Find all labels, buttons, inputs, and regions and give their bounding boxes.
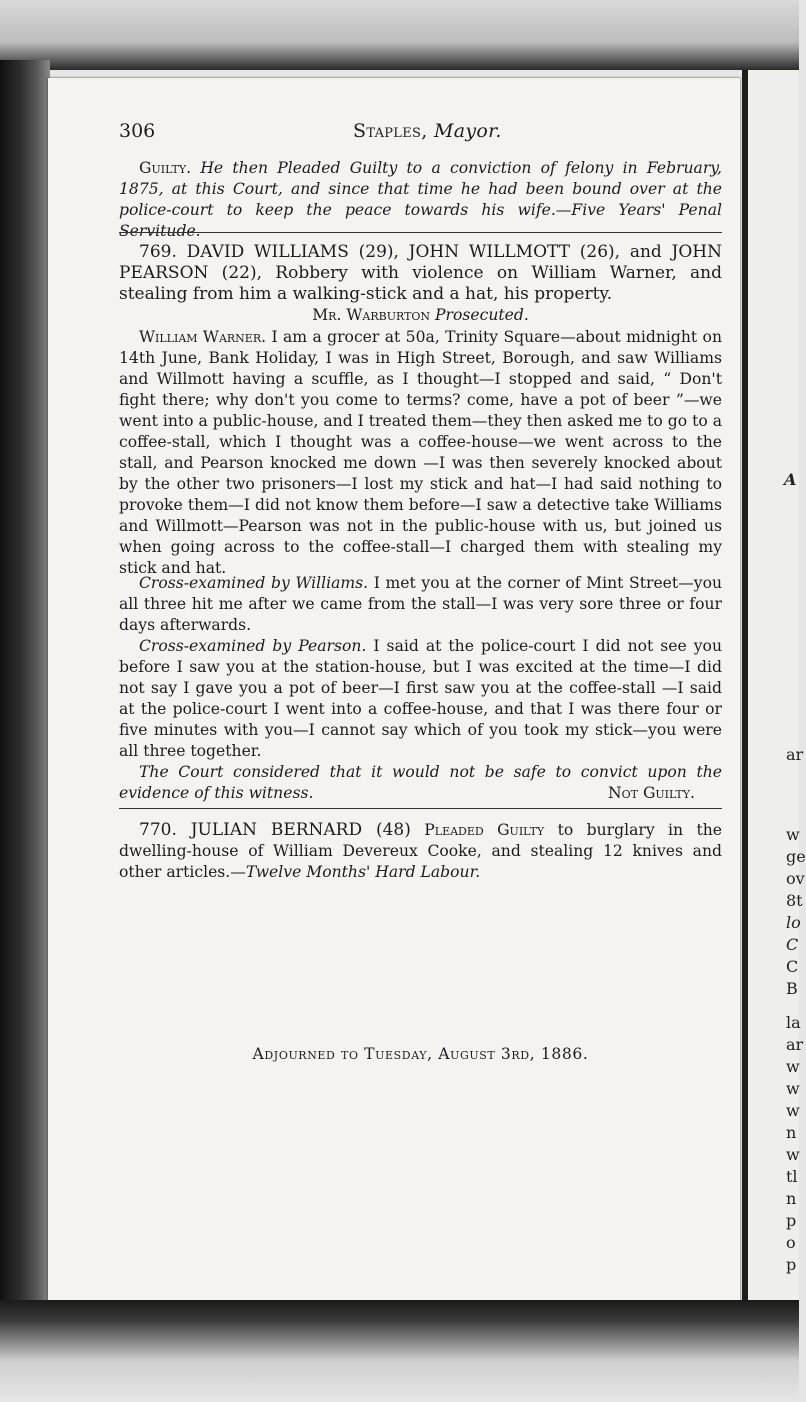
book-spine-edge [0, 60, 50, 1320]
court-remark: The Court considered that it would not be safe to convict upon the evidence of this witness. [119, 763, 722, 802]
facing-fragment: tl [786, 1167, 798, 1186]
facing-fragment: w [786, 1145, 800, 1164]
section-divider [119, 232, 722, 233]
cross1-label: Cross-examined by Williams. [139, 574, 369, 592]
facing-fragment: o [786, 1233, 796, 1252]
facing-page-edge [742, 70, 806, 1320]
facing-fragment: C [786, 935, 799, 954]
facing-fragment: p [786, 1255, 797, 1274]
intro-lead: Guilty. [139, 159, 192, 177]
scan-background-top [0, 0, 799, 70]
witness-testimony [119, 327, 722, 579]
prosecutor-name: Mr. Warburton [312, 306, 431, 324]
cross2-text: I said at the police-court I did not see you before I saw you at the station-house, but I was excited at the time—I did not say I gave you a pot of beer—I first saw you at the coffee-stall —I said at the police-court I went into a coffee-house, and that I was there four or five minutes with you—I cannot say which of you took my stick—you were all three together. [119, 637, 722, 760]
verdict: Not Guilty. [608, 784, 695, 802]
adjournment-notice: Adjourned to Tuesday, August 3rd, 1886. [252, 1045, 589, 1063]
facing-fragment: w [786, 1057, 800, 1076]
facing-fragment: ar [786, 1035, 804, 1054]
facing-fragment: 8t [786, 891, 803, 910]
case-769-prosecutor [119, 305, 722, 326]
prosecutor-role: Prosecuted. [435, 306, 529, 324]
cross1-text: I met you at the corner of Mint Street—you all three hit me after we came from the stall—I was very sore three or four days afterwards. [119, 574, 722, 634]
facing-fragment: n [786, 1189, 797, 1208]
cross-examination-williams [119, 573, 722, 636]
facing-fragment: ge [786, 847, 806, 866]
running-head-title [353, 120, 502, 142]
case-770-text: to burglary in the dwelling-house of William Devereux Cooke, and stealing 12 knives and other articles. [119, 821, 723, 881]
case-770-sentence: —Twelve Months' Hard Labour. [230, 863, 481, 881]
case-770-plea: Pleaded Guilty [424, 821, 545, 839]
witness-name: William Warner. [139, 328, 267, 346]
facing-fragment: C [786, 957, 799, 976]
intro-text: He then Pleaded Guilty to a conviction of felony in February, 1875, at this Court, and since that time he had been bound over at the police-court to keep the peace towards his wife.—Five Years' Penal Servitude. [119, 159, 722, 240]
facing-fragment: B [786, 979, 798, 998]
case-770-heading: 770. JULIAN BERNARD (48) [139, 820, 411, 840]
running-head-name: Staples, [353, 120, 428, 142]
facing-fragment: n [786, 1123, 797, 1142]
facing-fragment: w [786, 1101, 800, 1120]
running-head-office: Mayor. [433, 120, 502, 142]
scan-background-bottom [0, 1300, 799, 1402]
facing-fragment: ar [786, 745, 804, 764]
witness-text: I am a grocer at 50a, Trinity Square—about midnight on 14th June, Bank Holiday, I was in High Street, Borough, and saw Williams and Willmott having a scuffle, as I thought—I stopped and said, “ Don't fight there; why don't you come to terms? come, have a pot of beer ”—we went into a public-house, and I treated them—they then asked me to go to a coffee-stall, which I thought was a coffee-house—we went across to the stall, and Pearson knocked me down —I was then severely knocked about by the other two prisoners—I lost my stick and hat—I had said nothing to provoke them—I did not know them before—I saw a detective take Williams and Willmott—Pearson was not in the public-house with us, but joined us when going across to the coffee-stall—I charged them with stealing my stick and hat. [119, 328, 722, 577]
intro-paragraph [119, 158, 722, 242]
cross-examination-pearson [119, 636, 722, 762]
facing-fragment: p [786, 1211, 797, 1230]
section-divider [119, 808, 722, 809]
facing-fragment: la [786, 1013, 801, 1032]
facing-fragment: w [786, 1079, 800, 1098]
facing-fragment: ov [786, 869, 805, 888]
cross2-label: Cross-examined by Pearson. [139, 637, 367, 655]
case-769-heading: 769. DAVID WILLIAMS (29), JOHN WILLMOTT (26), and JOHN PEARSON (22), Robbery with violence on William Warner, and stealing from him a walking-stick and a hat, his property. [119, 242, 722, 304]
facing-fragment: lo [786, 913, 801, 932]
facing-fragment: A [784, 470, 797, 489]
page-number: 306 [119, 120, 156, 142]
facing-fragment: w [786, 825, 800, 844]
case-770-paragraph [119, 820, 722, 883]
